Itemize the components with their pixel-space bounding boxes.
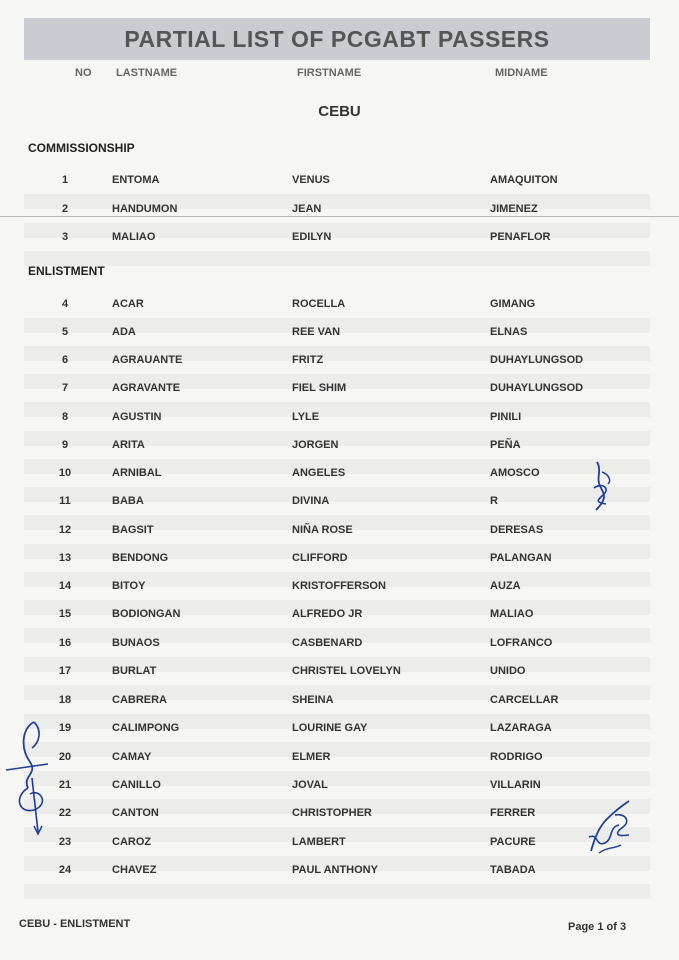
midname-cell: VILLARIN: [490, 779, 541, 791]
section-title-enlistment: ENLISTMENT: [28, 264, 105, 278]
document-title: PARTIAL LIST OF PCGABT PASSERS: [124, 26, 550, 52]
row-number: 12: [58, 524, 72, 536]
midname-cell: DUHAYLUNGSOD: [490, 354, 584, 366]
row-number: 10: [58, 467, 72, 479]
lastname-cell: HANDUMON: [112, 203, 178, 215]
table-row: [0, 382, 679, 398]
midname-cell: TABADA: [490, 864, 536, 876]
row-number: 14: [58, 580, 72, 592]
firstname-cell: NIÑA ROSE: [292, 524, 353, 536]
table-row: [0, 524, 679, 540]
firstname-cell: SHEINA: [292, 694, 334, 706]
firstname-cell: FIEL SHIM: [292, 382, 347, 394]
lastname-cell: CHAVEZ: [112, 864, 157, 876]
firstname-cell: LOURINE GAY: [292, 722, 368, 734]
row-number: 16: [58, 637, 72, 649]
row-scan-band: [24, 251, 650, 266]
table-row: [0, 665, 679, 681]
lastname-cell: ADA: [112, 326, 136, 338]
lastname-cell: ACAR: [112, 298, 144, 310]
signature-left: [4, 718, 58, 836]
firstname-cell: LAMBERT: [292, 836, 346, 848]
lastname-cell: BURLAT: [112, 665, 157, 677]
row-number: 22: [58, 807, 72, 819]
lastname-cell: CAROZ: [112, 836, 152, 848]
page-number: Page 1 of 3: [568, 921, 627, 933]
lastname-cell: AGRAVANTE: [112, 382, 181, 394]
row-number: 24: [58, 864, 72, 876]
table-row: [0, 694, 679, 710]
column-header-no: NO: [75, 67, 92, 79]
table-row: [0, 722, 679, 738]
row-number: 11: [59, 495, 71, 507]
footer-section-label: CEBU - ENLISTMENT: [19, 918, 131, 930]
lastname-cell: BITOY: [112, 580, 146, 592]
table-row: [0, 467, 679, 483]
row-number: 15: [58, 608, 72, 620]
column-header-lastname: LASTNAME: [116, 67, 178, 79]
midname-cell: PINILI: [490, 411, 522, 423]
firstname-cell: JEAN: [292, 203, 322, 215]
row-number: 1: [61, 174, 69, 186]
signature-initial-right-upper: [588, 458, 618, 514]
firstname-cell: KRISTOFFERSON: [292, 580, 386, 592]
column-header-midname: MIDNAME: [495, 67, 548, 79]
row-number: 7: [61, 382, 69, 394]
table-row: [0, 231, 679, 247]
firstname-cell: CLIFFORD: [292, 552, 348, 564]
midname-cell: AMAQUITON: [490, 174, 558, 186]
table-row: [0, 439, 679, 455]
table-row: [0, 608, 679, 624]
section-title-commissionship: COMMISSIONSHIP: [28, 141, 135, 155]
row-number: 20: [58, 751, 72, 763]
lastname-cell: CANTON: [112, 807, 159, 819]
firstname-cell: ELMER: [292, 751, 331, 763]
midname-cell: PACURE: [490, 836, 536, 848]
firstname-cell: FRITZ: [292, 354, 324, 366]
row-number: 4: [61, 298, 69, 310]
row-number: 6: [61, 354, 69, 366]
midname-cell: LOFRANCO: [490, 637, 553, 649]
firstname-cell: CHRISTEL LOVELYN: [292, 665, 401, 677]
table-row: [0, 174, 679, 190]
lastname-cell: ARNIBAL: [112, 467, 162, 479]
table-row: [0, 203, 679, 219]
row-number: 9: [61, 439, 69, 451]
midname-cell: DERESAS: [490, 524, 544, 536]
table-row: [0, 298, 679, 314]
firstname-cell: LYLE: [292, 411, 320, 423]
firstname-cell: ROCELLA: [292, 298, 346, 310]
lastname-cell: AGRAUANTE: [112, 354, 183, 366]
midname-cell: AUZA: [490, 580, 521, 592]
table-row: [0, 807, 679, 823]
midname-cell: ELNAS: [490, 326, 528, 338]
firstname-cell: JOVAL: [292, 779, 328, 791]
column-header-firstname: FIRSTNAME: [297, 67, 362, 79]
table-row: [0, 495, 679, 511]
row-number: 21: [58, 779, 72, 791]
midname-cell: PEÑA: [490, 439, 521, 451]
table-row: [0, 354, 679, 370]
signature-initial-right-lower: [585, 797, 637, 857]
firstname-cell: ANGELES: [292, 467, 346, 479]
row-number: 19: [58, 722, 72, 734]
midname-cell: GIMANG: [490, 298, 536, 310]
row-number: 23: [58, 836, 72, 848]
midname-cell: LAZARAGA: [490, 722, 552, 734]
table-row: [0, 779, 679, 795]
lastname-cell: AGUSTIN: [112, 411, 162, 423]
firstname-cell: REE VAN: [292, 326, 341, 338]
midname-cell: AMOSCO: [490, 467, 540, 479]
lastname-cell: CABRERA: [112, 694, 167, 706]
row-number: 3: [61, 231, 69, 243]
lastname-cell: CALIMPONG: [112, 722, 180, 734]
table-row: [0, 552, 679, 568]
table-row: [0, 864, 679, 880]
lastname-cell: CANILLO: [112, 779, 161, 791]
firstname-cell: ALFREDO JR: [292, 608, 363, 620]
midname-cell: JIMENEZ: [490, 203, 538, 215]
midname-cell: PENAFLOR: [490, 231, 551, 243]
row-number: 8: [61, 411, 69, 423]
lastname-cell: ENTOMA: [112, 174, 160, 186]
midname-cell: PALANGAN: [490, 552, 552, 564]
lastname-cell: MALIAO: [112, 231, 156, 243]
firstname-cell: VENUS: [292, 174, 330, 186]
row-number: 5: [61, 326, 69, 338]
lastname-cell: BAGSIT: [112, 524, 154, 536]
table-row: [0, 751, 679, 767]
midname-cell: CARCELLAR: [490, 694, 559, 706]
midname-cell: DUHAYLUNGSOD: [490, 382, 584, 394]
firstname-cell: JORGEN: [292, 439, 339, 451]
firstname-cell: DIVINA: [292, 495, 330, 507]
region-title: CEBU: [318, 103, 361, 120]
table-row: [0, 637, 679, 653]
row-number: 2: [61, 203, 69, 215]
table-row: [0, 580, 679, 596]
table-row: [0, 836, 679, 852]
row-number: 17: [58, 665, 72, 677]
lastname-cell: ARITA: [112, 439, 145, 451]
firstname-cell: CASBENARD: [292, 637, 363, 649]
lastname-cell: BODIONGAN: [112, 608, 181, 620]
firstname-cell: CHRISTOPHER: [292, 807, 372, 819]
lastname-cell: BENDONG: [112, 552, 169, 564]
midname-cell: UNIDO: [490, 665, 526, 677]
firstname-cell: EDILYN: [292, 231, 332, 243]
table-row: [0, 326, 679, 342]
row-number: 13: [58, 552, 72, 564]
firstname-cell: PAUL ANTHONY: [292, 864, 378, 876]
lastname-cell: BABA: [112, 495, 144, 507]
row-number: 18: [58, 694, 72, 706]
row-scan-band: [24, 884, 650, 899]
midname-cell: R: [490, 495, 498, 507]
lastname-cell: CAMAY: [112, 751, 152, 763]
table-row: [0, 411, 679, 427]
midname-cell: RODRIGO: [490, 751, 543, 763]
lastname-cell: BUNAOS: [112, 637, 160, 649]
midname-cell: MALIAO: [490, 608, 534, 620]
midname-cell: FERRER: [490, 807, 536, 819]
